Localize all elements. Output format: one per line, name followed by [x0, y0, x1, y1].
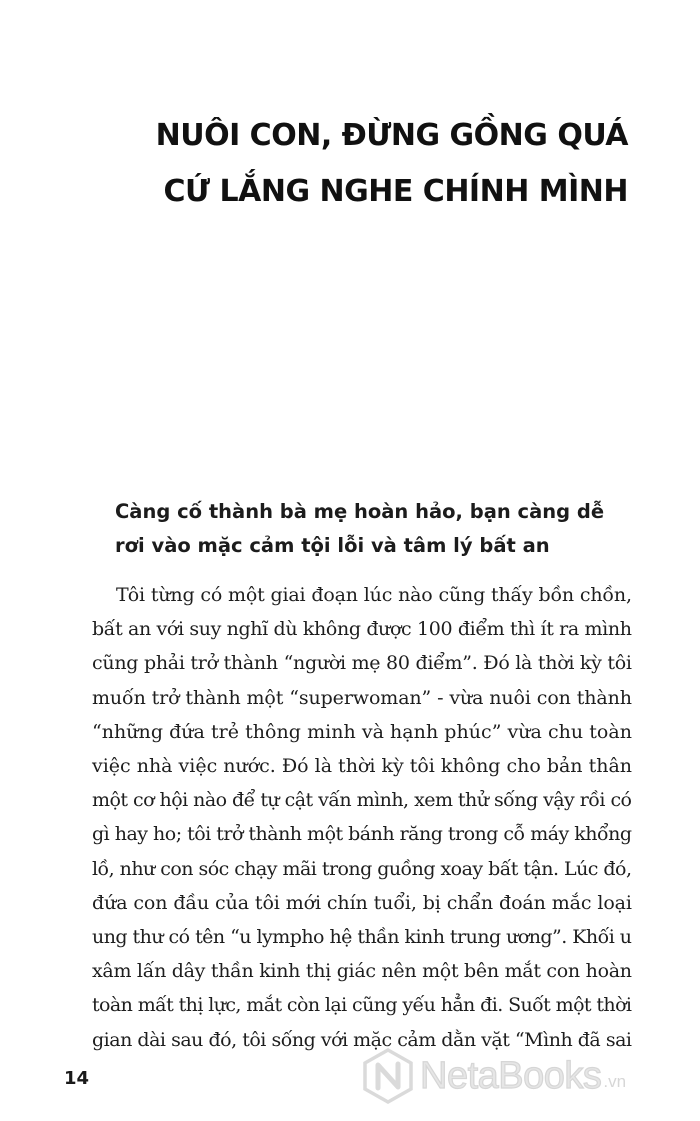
chapter-title-line-1: NUÔI CON, ĐỪNG GỒNG QUÁ — [155, 118, 628, 153]
body-paragraph — [92, 578, 632, 1057]
section-subheading — [115, 495, 635, 563]
body-line-14: gian dài sau đó, tôi sống với mặc cảm dằn vặt “Mình đã sai — [92, 1028, 632, 1051]
body-line-7: một cơ hội nào để tự cật vấn mình, xem thử sống vậy rồi có — [92, 789, 632, 812]
body-line-5: “những đứa trẻ thông minh và hạnh phúc” vừa chu toàn — [92, 720, 633, 743]
chapter-title — [68, 108, 628, 220]
page-number: 14 — [64, 1068, 90, 1089]
body-line-10: đứa con đầu của tôi mới chín tuổi, bị chẩn đoán mắc loại — [92, 891, 632, 914]
watermark-suffix: .vn — [603, 1072, 627, 1091]
body-line-12: xâm lấn dây thần kinh thị giác nên một bên mắt con hoàn — [92, 960, 632, 983]
body-line-1: Tôi từng có một giai đoạn lúc nào cũng thấy bồn chồn, — [116, 584, 632, 606]
body-line-11: ung thư có tên “u lympho hệ thần kinh trung ương”. Khối u — [92, 926, 632, 949]
body-line-13: toàn mất thị lực, mắt còn lại cũng yếu hẳn đi. Suốt một thời — [92, 994, 632, 1017]
watermark — [362, 1048, 626, 1104]
netabooks-logo-icon — [362, 1048, 414, 1104]
body-line-2: bất an với suy nghĩ dù không được 100 điểm thì ít ra mình — [92, 618, 632, 641]
body-line-3: cũng phải trở thành “người mẹ 80 điểm”. Đó là thời kỳ tôi — [92, 652, 632, 675]
subheading-line-2: rơi vào mặc cảm tội lỗi và tâm lý bất an — [115, 534, 550, 557]
body-line-4: muốn trở thành một “superwoman” - vừa nuôi con thành — [92, 686, 632, 709]
chapter-title-line-2: CỨ LẮNG NGHE CHÍNH MÌNH — [163, 174, 628, 209]
subheading-line-1: Càng cố thành bà mẹ hoàn hảo, bạn càng dễ — [115, 500, 605, 523]
body-line-8: gì hay ho; tôi trở thành một bánh răng trong cỗ máy khổng — [92, 823, 632, 846]
body-line-9: lồ, như con sóc chạy mãi trong guồng xoay bất tận. Lúc đó, — [92, 857, 632, 880]
body-line-6: việc nhà việc nước. Đó là thời kỳ tôi không cho bản thân — [92, 755, 632, 778]
watermark-text: NetaBooks — [420, 1054, 602, 1097]
